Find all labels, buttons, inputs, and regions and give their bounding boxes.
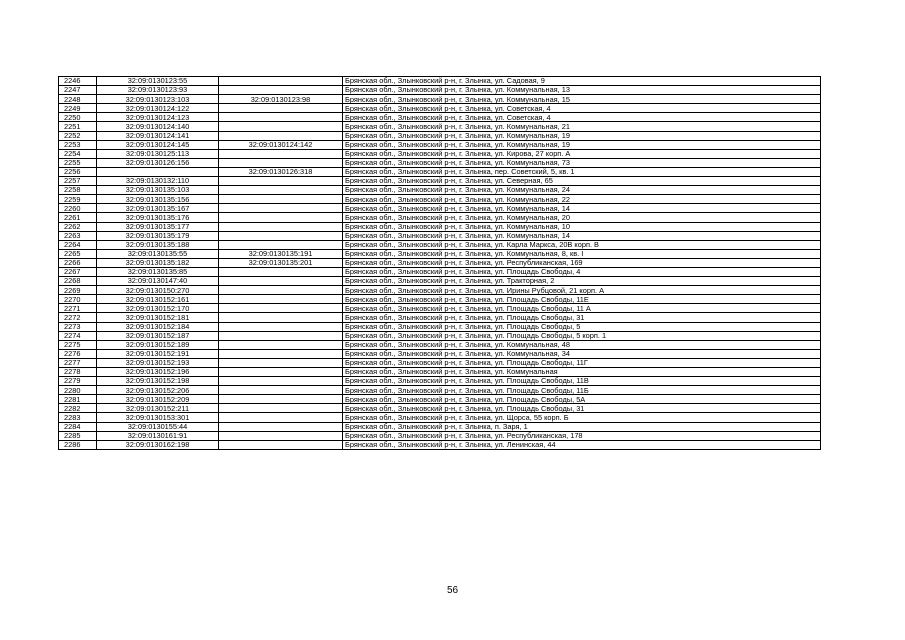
linked-cadastral-number-cell [219, 122, 343, 131]
table-row [59, 277, 821, 286]
row-number-cell: 2281 [59, 395, 97, 404]
table-row [59, 186, 821, 195]
linked-cadastral-number-cell: 32:09:0130126:318 [219, 167, 343, 176]
row-number-cell: 2276 [59, 349, 97, 358]
row-number-cell: 2275 [59, 340, 97, 349]
table-row [59, 158, 821, 167]
row-number-cell: 2283 [59, 413, 97, 422]
row-number-cell: 2280 [59, 386, 97, 395]
address-cell: Брянская обл., Злынковский р-н, г. Злынка, ул. Ленинская, 44 [343, 440, 821, 449]
cadastral-number-cell: 32:09:0130152:196 [97, 368, 219, 377]
linked-cadastral-number-cell: 32:09:0130135:191 [219, 249, 343, 258]
address-cell: Брянская обл., Злынковский р-н, г. Злынка, ул. Площадь Свободы, 11Б [343, 386, 821, 395]
address-cell: Брянская обл., Злынковский р-н, г. Злынка, ул. Площадь Свободы, 5 [343, 322, 821, 331]
linked-cadastral-number-cell [219, 131, 343, 140]
row-number-cell: 2277 [59, 358, 97, 367]
row-number-cell: 2261 [59, 213, 97, 222]
linked-cadastral-number-cell [219, 440, 343, 449]
table-row [59, 358, 821, 367]
address-cell: Брянская обл., Злынковский р-н, г. Злынка, ул. Коммунальная, 73 [343, 158, 821, 167]
table-row [59, 258, 821, 267]
cadastral-number-cell: 32:09:0130152:161 [97, 295, 219, 304]
table-row [59, 231, 821, 240]
address-cell: Брянская обл., Злынковский р-н, г. Злынка, ул. Тракторная, 2 [343, 277, 821, 286]
linked-cadastral-number-cell [219, 222, 343, 231]
linked-cadastral-number-cell [219, 186, 343, 195]
row-number-cell: 2253 [59, 140, 97, 149]
row-number-cell: 2262 [59, 222, 97, 231]
cadastral-number-cell: 32:09:0130135:179 [97, 231, 219, 240]
linked-cadastral-number-cell [219, 149, 343, 158]
linked-cadastral-number-cell [219, 104, 343, 113]
address-cell: Брянская обл., Злынковский р-н, г. Злынка, пер. Советский, 5, кв. 1 [343, 167, 821, 176]
table-row [59, 349, 821, 358]
cadastral-number-cell: 32:09:0130152:170 [97, 304, 219, 313]
address-cell: Брянская обл., Злынковский р-н, г. Злынка, ул. Коммунальная, 19 [343, 131, 821, 140]
cadastral-number-cell: 32:09:0130135:182 [97, 258, 219, 267]
address-cell: Брянская обл., Злынковский р-н, г. Злынка, ул. Коммунальная, 34 [343, 349, 821, 358]
linked-cadastral-number-cell [219, 286, 343, 295]
table-row [59, 404, 821, 413]
address-cell: Брянская обл., Злынковский р-н, г. Злынка, ул. Площадь Свободы, 31 [343, 313, 821, 322]
linked-cadastral-number-cell [219, 368, 343, 377]
row-number-cell: 2257 [59, 177, 97, 186]
cadastral-number-cell: 32:09:0130135:156 [97, 195, 219, 204]
row-number-cell: 2269 [59, 286, 97, 295]
linked-cadastral-number-cell [219, 177, 343, 186]
address-cell: Брянская обл., Злынковский р-н, г. Злынка, ул. Республиканская, 178 [343, 431, 821, 440]
table-row [59, 249, 821, 258]
linked-cadastral-number-cell [219, 213, 343, 222]
row-number-cell: 2267 [59, 267, 97, 276]
address-cell: Брянская обл., Злынковский р-н, г. Злынка, ул. Площадь Свободы, 31 [343, 404, 821, 413]
table-row [59, 377, 821, 386]
row-number-cell: 2264 [59, 240, 97, 249]
row-number-cell: 2272 [59, 313, 97, 322]
cadastral-number-cell: 32:09:0130152:206 [97, 386, 219, 395]
linked-cadastral-number-cell: 32:09:0130135:201 [219, 258, 343, 267]
address-cell: Брянская обл., Злынковский р-н, г. Злынка, ул. Коммунальная, 14 [343, 231, 821, 240]
property-table [58, 76, 821, 450]
address-cell: Брянская обл., Злынковский р-н, г. Злынка, ул. Площадь Свободы, 5 корп. 1 [343, 331, 821, 340]
cadastral-number-cell: 32:09:0130135:177 [97, 222, 219, 231]
cadastral-number-cell: 32:09:0130123:55 [97, 77, 219, 86]
linked-cadastral-number-cell [219, 295, 343, 304]
table-row [59, 413, 821, 422]
address-cell: Брянская обл., Злынковский р-н, г. Злынка, ул. Площадь Свободы, 11Г [343, 358, 821, 367]
table-row [59, 267, 821, 276]
cadastral-number-cell: 32:09:0130161:91 [97, 431, 219, 440]
cadastral-number-cell: 32:09:0130135:55 [97, 249, 219, 258]
cadastral-number-cell: 32:09:0130125:113 [97, 149, 219, 158]
linked-cadastral-number-cell [219, 77, 343, 86]
address-cell: Брянская обл., Злынковский р-н, г. Злынка, ул. Площадь Свободы, 11Е [343, 295, 821, 304]
cadastral-number-cell: 32:09:0130152:187 [97, 331, 219, 340]
table-row [59, 222, 821, 231]
address-cell: Брянская обл., Злынковский р-н, г. Злынка, ул. Карла Маркса, 20В корп. В [343, 240, 821, 249]
row-number-cell: 2270 [59, 295, 97, 304]
table-row [59, 113, 821, 122]
linked-cadastral-number-cell [219, 413, 343, 422]
cadastral-number-cell: 32:09:0130135:103 [97, 186, 219, 195]
address-cell: Брянская обл., Злынковский р-н, г. Злынка, ул. Садовая, 9 [343, 77, 821, 86]
address-cell: Брянская обл., Злынковский р-н, г. Злынка, п. Заря, 1 [343, 422, 821, 431]
cadastral-number-cell: 32:09:0130147:40 [97, 277, 219, 286]
cadastral-number-cell: 32:09:0130152:198 [97, 377, 219, 386]
cadastral-number-cell: 32:09:0130135:167 [97, 204, 219, 213]
address-cell: Брянская обл., Злынковский р-н, г. Злынка, ул. Площадь Свободы, 11 А [343, 304, 821, 313]
row-number-cell: 2260 [59, 204, 97, 213]
cadastral-number-cell: 32:09:0130162:198 [97, 440, 219, 449]
row-number-cell: 2273 [59, 322, 97, 331]
row-number-cell: 2254 [59, 149, 97, 158]
cadastral-number-cell: 32:09:0130155:44 [97, 422, 219, 431]
cadastral-number-cell: 32:09:0130135:188 [97, 240, 219, 249]
cadastral-number-cell: 32:09:0130150:270 [97, 286, 219, 295]
address-cell: Брянская обл., Злынковский р-н, г. Злынка, ул. Коммунальная, 15 [343, 95, 821, 104]
table-row [59, 240, 821, 249]
table-row [59, 340, 821, 349]
linked-cadastral-number-cell [219, 304, 343, 313]
row-number-cell: 2282 [59, 404, 97, 413]
linked-cadastral-number-cell [219, 195, 343, 204]
linked-cadastral-number-cell [219, 377, 343, 386]
linked-cadastral-number-cell [219, 404, 343, 413]
property-table-body [59, 77, 821, 450]
row-number-cell: 2285 [59, 431, 97, 440]
cadastral-number-cell: 32:09:0130152:211 [97, 404, 219, 413]
cadastral-number-cell: 32:09:0130124:140 [97, 122, 219, 131]
cadastral-number-cell: 32:09:0130124:145 [97, 140, 219, 149]
table-row [59, 104, 821, 113]
table-row [59, 149, 821, 158]
row-number-cell: 2265 [59, 249, 97, 258]
linked-cadastral-number-cell [219, 267, 343, 276]
address-cell: Брянская обл., Злынковский р-н, г. Злынка, ул. Площадь Свободы, 4 [343, 267, 821, 276]
table-row [59, 422, 821, 431]
linked-cadastral-number-cell: 32:09:0130124:142 [219, 140, 343, 149]
table-row [59, 331, 821, 340]
linked-cadastral-number-cell [219, 277, 343, 286]
linked-cadastral-number-cell [219, 395, 343, 404]
address-cell: Брянская обл., Злынковский р-н, г. Злынка, ул. Коммунальная, 24 [343, 186, 821, 195]
address-cell: Брянская обл., Злынковский р-н, г. Злынка, ул. Площадь Свободы, 11В [343, 377, 821, 386]
address-cell: Брянская обл., Злынковский р-н, г. Злынка, ул. Республиканская, 169 [343, 258, 821, 267]
table-row [59, 440, 821, 449]
row-number-cell: 2279 [59, 377, 97, 386]
linked-cadastral-number-cell [219, 331, 343, 340]
row-number-cell: 2278 [59, 368, 97, 377]
table-row [59, 140, 821, 149]
linked-cadastral-number-cell [219, 358, 343, 367]
address-cell: Брянская обл., Злынковский р-н, г. Злынка, ул. Коммунальная, 19 [343, 140, 821, 149]
table-row [59, 177, 821, 186]
address-cell: Брянская обл., Злынковский р-н, г. Злынка, ул. Коммунальная, 21 [343, 122, 821, 131]
row-number-cell: 2246 [59, 77, 97, 86]
address-cell: Брянская обл., Злынковский р-н, г. Злынка, ул. Кирова, 27 корп. А [343, 149, 821, 158]
cadastral-number-cell: 32:09:0130152:184 [97, 322, 219, 331]
address-cell: Брянская обл., Злынковский р-н, г. Злынка, ул. Коммунальная, 13 [343, 86, 821, 95]
linked-cadastral-number-cell [219, 349, 343, 358]
row-number-cell: 2255 [59, 158, 97, 167]
table-row [59, 286, 821, 295]
linked-cadastral-number-cell [219, 86, 343, 95]
linked-cadastral-number-cell [219, 158, 343, 167]
linked-cadastral-number-cell [219, 422, 343, 431]
cadastral-number-cell: 32:09:0130124:122 [97, 104, 219, 113]
row-number-cell: 2248 [59, 95, 97, 104]
cadastral-number-cell: 32:09:0130132:110 [97, 177, 219, 186]
cadastral-number-cell: 32:09:0130124:123 [97, 113, 219, 122]
cadastral-number-cell: 32:09:0130126:156 [97, 158, 219, 167]
table-row [59, 131, 821, 140]
cadastral-number-cell: 32:09:0130123:103 [97, 95, 219, 104]
table-row [59, 77, 821, 86]
table-row [59, 431, 821, 440]
table-row [59, 368, 821, 377]
cadastral-number-cell: 32:09:0130152:209 [97, 395, 219, 404]
row-number-cell: 2266 [59, 258, 97, 267]
table-row [59, 395, 821, 404]
table-row [59, 195, 821, 204]
row-number-cell: 2247 [59, 86, 97, 95]
linked-cadastral-number-cell [219, 204, 343, 213]
cadastral-number-cell: 32:09:0130124:141 [97, 131, 219, 140]
page-number: 56 [446, 585, 459, 596]
table-row [59, 167, 821, 176]
table-row [59, 95, 821, 104]
table-row [59, 313, 821, 322]
address-cell: Брянская обл., Злынковский р-н, г. Злынка, ул. Коммунальная, 20 [343, 213, 821, 222]
row-number-cell: 2286 [59, 440, 97, 449]
linked-cadastral-number-cell [219, 340, 343, 349]
table-row [59, 204, 821, 213]
address-cell: Брянская обл., Злынковский р-н, г. Злынка, ул. Щорса, 55 корп. Б [343, 413, 821, 422]
row-number-cell: 2249 [59, 104, 97, 113]
row-number-cell: 2259 [59, 195, 97, 204]
row-number-cell: 2263 [59, 231, 97, 240]
row-number-cell: 2252 [59, 131, 97, 140]
table-row [59, 304, 821, 313]
table-row [59, 86, 821, 95]
address-cell: Брянская обл., Злынковский р-н, г. Злынка, ул. Советская, 4 [343, 113, 821, 122]
address-cell: Брянская обл., Злынковский р-н, г. Злынка, ул. Советская, 4 [343, 104, 821, 113]
address-cell: Брянская обл., Злынковский р-н, г. Злынка, ул. Площадь Свободы, 5А [343, 395, 821, 404]
row-number-cell: 2274 [59, 331, 97, 340]
row-number-cell: 2256 [59, 167, 97, 176]
linked-cadastral-number-cell [219, 231, 343, 240]
cadastral-number-cell: 32:09:0130153:301 [97, 413, 219, 422]
cadastral-number-cell: 32:09:0130135:176 [97, 213, 219, 222]
cadastral-number-cell: 32:09:0130152:181 [97, 313, 219, 322]
address-cell: Брянская обл., Злынковский р-н, г. Злынка, ул. Коммунальная, 48 [343, 340, 821, 349]
cadastral-number-cell: 32:09:0130135:85 [97, 267, 219, 276]
row-number-cell: 2258 [59, 186, 97, 195]
linked-cadastral-number-cell [219, 386, 343, 395]
linked-cadastral-number-cell [219, 322, 343, 331]
row-number-cell: 2284 [59, 422, 97, 431]
linked-cadastral-number-cell [219, 240, 343, 249]
linked-cadastral-number-cell [219, 113, 343, 122]
row-number-cell: 2250 [59, 113, 97, 122]
table-row [59, 213, 821, 222]
linked-cadastral-number-cell [219, 431, 343, 440]
cadastral-number-cell: 32:09:0130152:193 [97, 358, 219, 367]
cadastral-number-cell [97, 167, 219, 176]
table-row [59, 122, 821, 131]
address-cell: Брянская обл., Злынковский р-н, г. Злынка, ул. Коммунальная, 22 [343, 195, 821, 204]
address-cell: Брянская обл., Злынковский р-н, г. Злынка, ул. Коммунальная, 10 [343, 222, 821, 231]
address-cell: Брянская обл., Злынковский р-н, г. Злынка, ул. Коммунальная, 8, кв. I [343, 249, 821, 258]
address-cell: Брянская обл., Злынковский р-н, г. Злынка, ул. Ирины Рубцовой, 21 корп. А [343, 286, 821, 295]
cadastral-number-cell: 32:09:0130152:191 [97, 349, 219, 358]
row-number-cell: 2271 [59, 304, 97, 313]
table-row [59, 295, 821, 304]
linked-cadastral-number-cell: 32:09:0130123:98 [219, 95, 343, 104]
table-row [59, 322, 821, 331]
address-cell: Брянская обл., Злынковский р-н, г. Злынка, ул. Северная, 65 [343, 177, 821, 186]
cadastral-number-cell: 32:09:0130123:93 [97, 86, 219, 95]
cadastral-number-cell: 32:09:0130152:189 [97, 340, 219, 349]
row-number-cell: 2268 [59, 277, 97, 286]
row-number-cell: 2251 [59, 122, 97, 131]
table-row [59, 386, 821, 395]
linked-cadastral-number-cell [219, 313, 343, 322]
address-cell: Брянская обл., Злынковский р-н, г. Злынка, ул. Коммунальная, 14 [343, 204, 821, 213]
address-cell: Брянская обл., Злынковский р-н, г. Злынка, ул. Коммунальная [343, 368, 821, 377]
